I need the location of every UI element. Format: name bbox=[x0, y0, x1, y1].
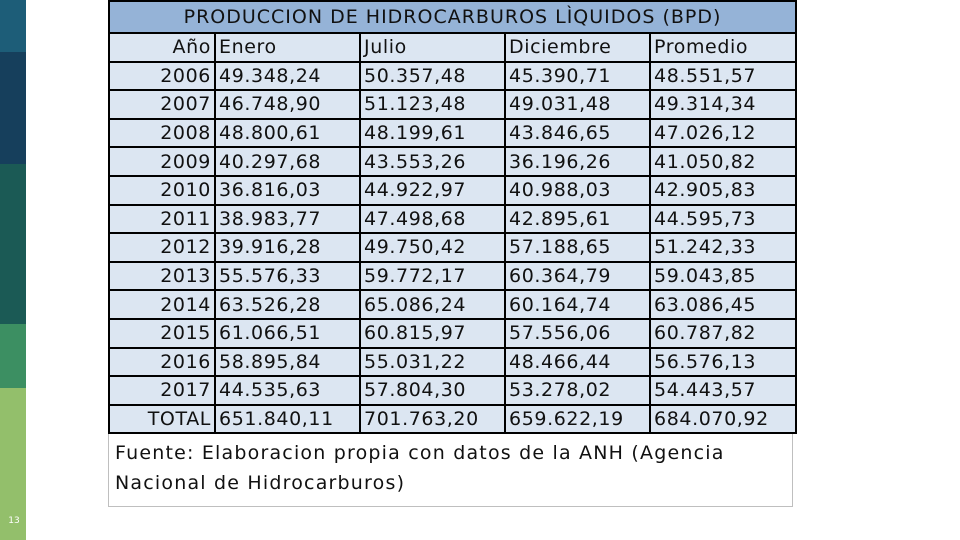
strip-segment bbox=[0, 164, 26, 324]
table-header-row bbox=[109, 33, 796, 62]
strip-segment bbox=[0, 324, 26, 388]
value-cell: 47.026,12 bbox=[650, 119, 796, 148]
value-cell: 43.553,26 bbox=[360, 147, 505, 176]
year-cell: 2016 bbox=[109, 348, 215, 377]
value-cell: 50.357,48 bbox=[360, 62, 505, 91]
column-header-year: Año bbox=[109, 33, 215, 62]
value-cell: 54.443,57 bbox=[650, 376, 796, 405]
year-cell: 2008 bbox=[109, 119, 215, 148]
table-row bbox=[109, 376, 796, 405]
year-cell: 2015 bbox=[109, 319, 215, 348]
value-cell: 59.772,17 bbox=[360, 262, 505, 291]
value-cell: 63.526,28 bbox=[215, 290, 360, 319]
value-cell: 40.988,03 bbox=[505, 176, 650, 205]
table-row bbox=[109, 205, 796, 234]
year-cell: 2006 bbox=[109, 62, 215, 91]
value-cell: 57.804,30 bbox=[360, 376, 505, 405]
production-table-container bbox=[108, 0, 795, 507]
year-cell: 2009 bbox=[109, 147, 215, 176]
value-cell: 44.535,63 bbox=[215, 376, 360, 405]
year-cell: 2007 bbox=[109, 90, 215, 119]
year-cell: TOTAL bbox=[109, 405, 215, 434]
value-cell: 40.297,68 bbox=[215, 147, 360, 176]
value-cell: 49.750,42 bbox=[360, 233, 505, 262]
column-header-enero: Enero bbox=[215, 33, 360, 62]
value-cell: 42.905,83 bbox=[650, 176, 796, 205]
table-row bbox=[109, 290, 796, 319]
value-cell: 49.348,24 bbox=[215, 62, 360, 91]
table-row bbox=[109, 319, 796, 348]
value-cell: 51.242,33 bbox=[650, 233, 796, 262]
value-cell: 38.983,77 bbox=[215, 205, 360, 234]
year-cell: 2010 bbox=[109, 176, 215, 205]
table-row bbox=[109, 176, 796, 205]
value-cell: 61.066,51 bbox=[215, 319, 360, 348]
column-header-promedio: Promedio bbox=[650, 33, 796, 62]
table-row bbox=[109, 262, 796, 291]
value-cell: 48.800,61 bbox=[215, 119, 360, 148]
value-cell: 57.556,06 bbox=[505, 319, 650, 348]
table-row bbox=[109, 233, 796, 262]
value-cell: 55.576,33 bbox=[215, 262, 360, 291]
year-cell: 2014 bbox=[109, 290, 215, 319]
value-cell: 60.164,74 bbox=[505, 290, 650, 319]
year-cell: 2013 bbox=[109, 262, 215, 291]
value-cell: 42.895,61 bbox=[505, 205, 650, 234]
value-cell: 60.364,79 bbox=[505, 262, 650, 291]
value-cell: 48.551,57 bbox=[650, 62, 796, 91]
table-row bbox=[109, 62, 796, 91]
year-cell: 2017 bbox=[109, 376, 215, 405]
total-row bbox=[109, 405, 796, 434]
value-cell: 57.188,65 bbox=[505, 233, 650, 262]
table-row bbox=[109, 348, 796, 377]
value-cell: 58.895,84 bbox=[215, 348, 360, 377]
value-cell: 48.466,44 bbox=[505, 348, 650, 377]
value-cell: 49.031,48 bbox=[505, 90, 650, 119]
column-header-diciembre: Diciembre bbox=[505, 33, 650, 62]
decorative-color-strip bbox=[0, 0, 26, 540]
table-row bbox=[109, 90, 796, 119]
value-cell: 36.196,26 bbox=[505, 147, 650, 176]
value-cell: 49.314,34 bbox=[650, 90, 796, 119]
strip-segment bbox=[0, 52, 26, 164]
value-cell: 51.123,48 bbox=[360, 90, 505, 119]
value-cell: 59.043,85 bbox=[650, 262, 796, 291]
value-cell: 65.086,24 bbox=[360, 290, 505, 319]
year-cell: 2011 bbox=[109, 205, 215, 234]
production-table bbox=[108, 0, 797, 434]
year-cell: 2012 bbox=[109, 233, 215, 262]
value-cell: 684.070,92 bbox=[650, 405, 796, 434]
value-cell: 48.199,61 bbox=[360, 119, 505, 148]
value-cell: 701.763,20 bbox=[360, 405, 505, 434]
value-cell: 53.278,02 bbox=[505, 376, 650, 405]
table-row bbox=[109, 119, 796, 148]
value-cell: 56.576,13 bbox=[650, 348, 796, 377]
table-row bbox=[109, 147, 796, 176]
value-cell: 43.846,65 bbox=[505, 119, 650, 148]
value-cell: 44.922,97 bbox=[360, 176, 505, 205]
slide-number: 13 bbox=[8, 516, 20, 526]
value-cell: 651.840,11 bbox=[215, 405, 360, 434]
table-title: PRODUCCION DE HIDROCARBUROS LÌQUIDOS (BPD) bbox=[109, 1, 796, 33]
value-cell: 41.050,82 bbox=[650, 147, 796, 176]
value-cell: 46.748,90 bbox=[215, 90, 360, 119]
value-cell: 55.031,22 bbox=[360, 348, 505, 377]
value-cell: 39.916,28 bbox=[215, 233, 360, 262]
strip-segment bbox=[0, 0, 26, 52]
value-cell: 44.595,73 bbox=[650, 205, 796, 234]
value-cell: 60.815,97 bbox=[360, 319, 505, 348]
source-note: Fuente: Elaboracion propia con datos de la ANH (Agencia Nacional de Hidrocarburos) bbox=[108, 434, 793, 507]
column-header-julio: Julio bbox=[360, 33, 505, 62]
value-cell: 36.816,03 bbox=[215, 176, 360, 205]
value-cell: 47.498,68 bbox=[360, 205, 505, 234]
value-cell: 659.622,19 bbox=[505, 405, 650, 434]
value-cell: 63.086,45 bbox=[650, 290, 796, 319]
value-cell: 60.787,82 bbox=[650, 319, 796, 348]
value-cell: 45.390,71 bbox=[505, 62, 650, 91]
